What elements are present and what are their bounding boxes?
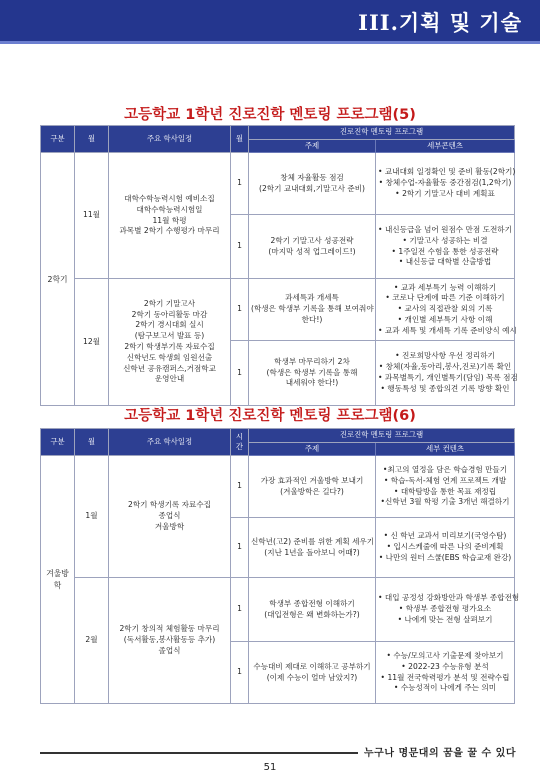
topic-line: 신학년(고2) 준비를 위한 계획 세우기 [251,536,375,546]
schedule-cell [109,153,231,279]
detail-item: • 11월 전국학력평가 분석 및 전략수립 [380,672,510,682]
month-cell: 2월 [75,578,109,704]
topic-line: 2학기 기말고사 성공전략 [270,235,354,245]
month-cell: 11월 [75,153,109,279]
topic-line: 과세특과 개세특 [285,293,339,303]
detail-item: • 나에게 맞는 전형 살펴보기 [397,614,493,624]
session-count: 1 [231,456,249,518]
detail-item: • 2022-23 수능유형 분석 [401,661,489,671]
schedule-line: 대학수학능력시험일 [136,204,203,214]
topic-line: (지난 1년을 돌아보니 어때?) [264,547,360,557]
schedule-cell [109,578,231,704]
topic-cell [249,456,376,518]
detail-item: • 과목별특기, 개인별특기(담임) 목록 점검 [378,373,518,383]
detail-item: • 교사의 직접관찰 외의 기록 [397,304,493,314]
schedule-line: 2학기 기말고사 [143,298,196,308]
schedule-line: 대학수학능력시험 예비소집 [124,193,215,203]
header-schedule: 주요 학사일정 [109,429,231,456]
session-count: 1 [231,279,249,341]
month-cell: 1월 [75,456,109,578]
header-time: 월 [231,126,249,153]
schedule-line: 11월 학평 [152,215,187,225]
header-bar [0,0,540,44]
chapter-title: III.기획 및 기술 [358,10,522,35]
detail-item: • 코로나 단계에 따른 기준 이해하기 [385,293,505,303]
detail-cell [376,215,515,279]
detail-item: • 1주일전 수험을 통한 성공전략 [391,246,499,256]
session-count: 1 [231,153,249,215]
topic-cell [249,578,376,642]
detail-item: • 대학탐방을 통한 목표 재정립 [393,486,497,496]
topic-cell [249,153,376,215]
session-count: 1 [231,578,249,642]
topic-line: (겨울방학은 길다?) [280,486,344,496]
footer-slogan: 누구나 명문대의 꿈을 꿀 수 있다 [364,748,516,759]
detail-item: •신학년 3월 학평 기출 3개년 해결하기 [380,497,510,507]
header-division: 구분 [41,429,75,456]
schedule-line: 졸업식 [158,645,181,655]
detail-item: • 2학기 기말고사 대비 계획표 [395,188,495,198]
schedule-line: 2학기 학생기록 자료수집 [127,500,211,510]
schedule-line: (탐구보고서 발표 등) [134,331,205,341]
table-row [41,153,515,215]
topic-line: (학생은 학생부 기록을 통해 보여줘야 [251,304,374,314]
detail-item: • 교과 세특 및 개세특 기록 준비양식 예시 [378,325,517,335]
section-title-5: 고등학교 1학년 진로진학 멘토링 프로그램(5) [124,107,416,123]
detail-cell [376,456,515,518]
schedule-line: 2학기 학생부기록 자료수집 [124,342,215,352]
table-row [41,456,515,518]
topic-line: 학생부 마무리하기 2차 [274,356,350,366]
detail-item: •최고의 열정을 담은 학습경험 만들기 [382,464,508,474]
schedule-line: 종업식 [158,511,181,521]
topic-line: 가장 효과적인 겨울방학 보내기 [260,475,364,485]
header-schedule: 주요 학사일정 [109,126,231,153]
detail-cell [376,642,515,704]
session-count: 1 [231,341,249,406]
detail-item: • 개인별 세부특기 사항 이해 [397,314,493,324]
header-month: 월 [75,429,109,456]
schedule-line: 신학년도 학생회 임원선출 [126,352,213,362]
topic-line: (이제 수능이 얼마 남았지?) [266,672,358,682]
header-division: 구분 [41,126,75,153]
detail-item: • 진로희망사항 우선 정리하기 [395,351,495,361]
header-month: 월 [75,126,109,153]
detail-cell [376,279,515,341]
schedule-line: (독서활동,봉사활동등 추가) [123,635,216,645]
topic-line: 한다!) [301,314,323,324]
detail-item: • 교내대회 일정확인 및 준비 활동(2학기) [378,167,516,177]
detail-item: • 내신등급을 넘어 원점수 만점 도전하기 [378,224,512,234]
detail-item: • 창체수업-자율활동 중간점검(1,2학기) [378,178,512,188]
semester-cell: 겨울방학 [41,456,75,704]
detail-item: • 입시스케줄에 따른 나의 준비계획 [386,542,504,552]
detail-item: • 대입 공정성 강화방안과 학생부 종합전형 [378,593,520,603]
topic-line: 학생부 종합전형 이해하기 [269,598,355,608]
header-program: 진로진학 멘토링 프로그램 [249,429,515,443]
schedule-line: 과목별 2학기 수행평가 마무리 [119,226,220,236]
topic-line: (학생은 학생부 기록을 통해 [266,367,358,377]
page-number: 51 [263,762,277,773]
session-count: 1 [231,642,249,704]
schedule-line: 2학기 경시대회 실시 [135,320,204,330]
detail-item: • 수능/모의고사 기출문제 찾아보기 [386,650,504,660]
topic-cell [249,518,376,578]
topic-line: 수능대비 제대로 이해하고 공부하기 [253,661,371,671]
mentoring-table-6 [40,428,520,704]
footer-rule [40,752,358,754]
detail-item: • 신 학년 교과서 미리보기(국영수탐) [383,531,507,541]
schedule-line: 2학기 동아리활동 마감 [131,309,208,319]
header-time: 시간 [231,429,249,456]
detail-item: • 학습-독서-체험 연계 프로젝트 개발 [383,475,507,485]
table-row [41,279,515,341]
detail-cell [376,153,515,215]
topic-cell [249,279,376,341]
detail-item: • 교과 세부특기 능력 이해하기 [393,282,497,292]
schedule-cell [109,456,231,578]
schedule-line: 신학년 공유캠퍼스,거점학교 [123,363,216,373]
topic-line: (대입전형은 왜 변화하는가?) [264,609,360,619]
section-title-6: 고등학교 1학년 진로진학 멘토링 프로그램(6) [124,408,416,424]
topic-line: 창체 자율활동 점검 [280,172,344,182]
session-count: 1 [231,215,249,279]
detail-item: • 학생부 종합전형 평가요소 [398,604,492,614]
topic-cell [249,642,376,704]
detail-cell [376,578,520,642]
detail-item: • 나만의 원터 스쿨(EBS 학습교재 완강) [378,552,512,562]
semester-cell: 2학기 [41,153,75,406]
header-stripe [0,41,540,44]
detail-item: • 행동특성 및 종합의견 기록 방향 확인 [380,383,510,393]
schedule-line: 운영안내 [154,374,185,384]
schedule-line: 2학기 창의적 체험활동 마무리 [119,624,220,634]
header-program: 진로진학 멘토링 프로그램 [249,126,515,140]
schedule-line: 겨울방학 [154,521,185,531]
detail-cell [376,518,515,578]
header-detail: 세부콘텐츠 [376,139,515,153]
month-cell: 12월 [75,279,109,406]
topic-line: (마지막 성적 업그레이드!) [268,246,356,256]
detail-item: • 기말고사 성공하는 비결 [402,235,488,245]
session-count: 1 [231,518,249,578]
schedule-cell [109,279,231,406]
header-detail: 세부 컨텐츠 [376,442,515,456]
table-row [41,578,515,642]
detail-item: • 내신등급 대학별 산출방법 [398,257,492,267]
mentoring-table-5 [40,125,518,406]
topic-cell [249,341,376,406]
detail-cell [376,341,518,406]
header-topic: 주제 [249,442,376,456]
detail-item: • 창체(자율,동아리,봉사,진로)기록 확인 [378,362,512,372]
topic-line: 내세워야 한다!) [285,378,339,388]
topic-line: (2학기 교내대회,기말고사 준비) [258,183,366,193]
detail-item: • 수능성적이 나에게 주는 의미 [393,683,497,693]
header-topic: 주제 [249,139,376,153]
topic-cell [249,215,376,279]
